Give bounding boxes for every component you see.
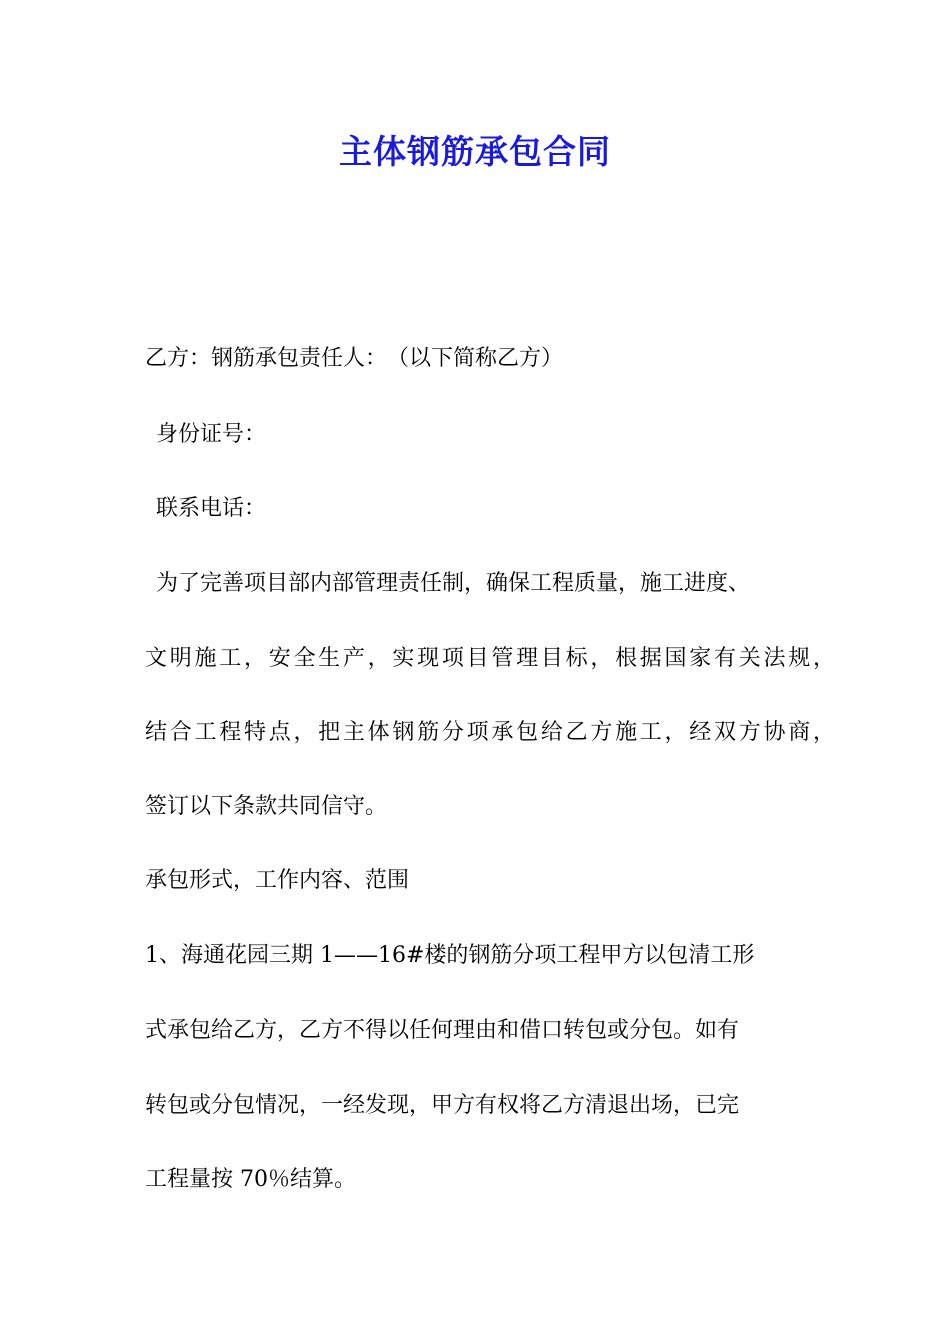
section-heading: 承包形式，工作内容、范围 [145,868,410,893]
preamble-line-2: 文明施工，安全生产，实现项目管理目标，根据国家有关法规， [145,646,835,671]
party-b-line: 乙方：钢筋承包责任人： （以下简称乙方） [145,346,564,371]
preamble-line-1: 为了完善项目部内部管理责任制，确保工程质量，施工进度、 [156,571,751,596]
clause-1-line-4: 工程量按 70％结算。 [145,1167,356,1192]
id-number-label: 身份证号： [156,422,267,447]
document-title: 主体钢筋承包合同 [339,132,611,171]
clause-1-line-2: 式承包给乙方，乙方不得以任何理由和借口转包或分包。如有 [145,1018,740,1043]
clause-1-line-1: 1、海通花园三期 1——16#楼的钢筋分项工程甲方以包清工形 [145,943,755,968]
phone-label: 联系电话： [156,496,267,521]
preamble-line-4: 签订以下条款共同信守。 [145,794,388,819]
preamble-line-3: 结合工程特点，把主体钢筋分项承包给乙方施工，经双方协商， [145,720,835,745]
clause-1-line-3: 转包或分包情况，一经发现，甲方有权将乙方清退出场，已完 [145,1093,740,1118]
